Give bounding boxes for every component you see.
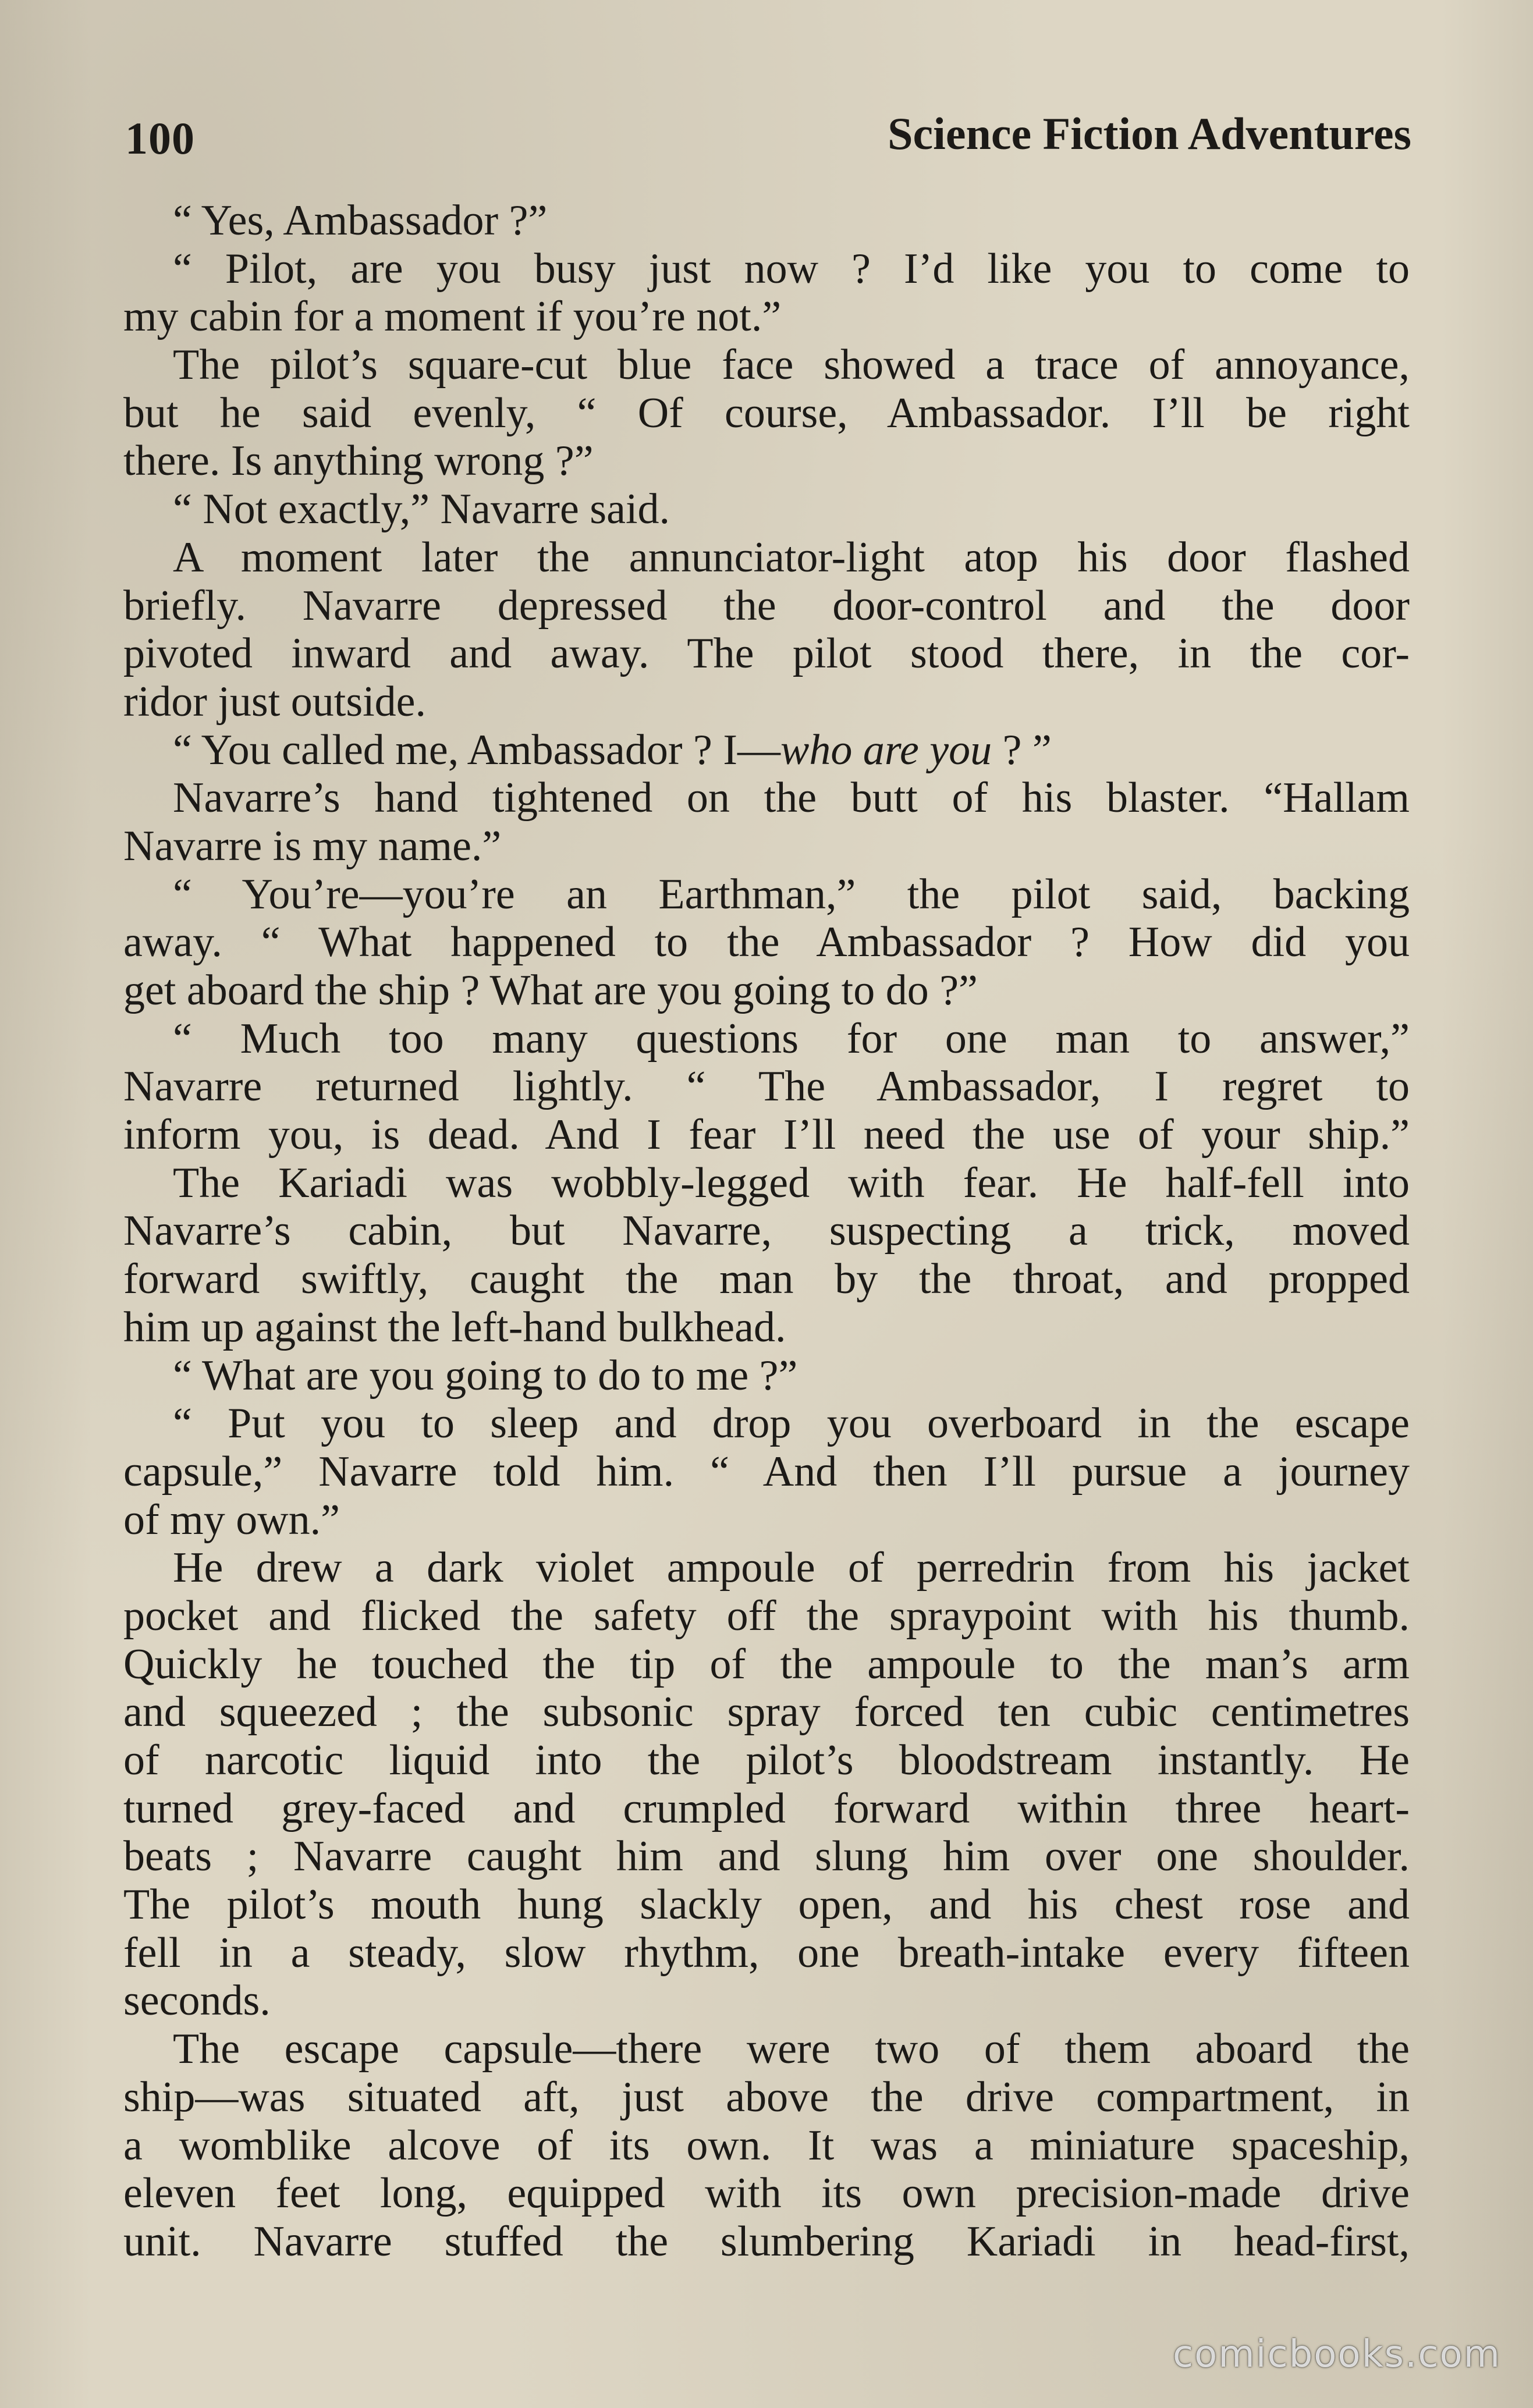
magazine-title: Science Fiction Adventures (888, 108, 1411, 159)
line-text: The pilot’s mouth hung slackly open, and his chest rose and (123, 1881, 1410, 1929)
line-text: “ What are you going to do to me ?” (173, 1351, 798, 1400)
text-line (123, 918, 1410, 967)
line-text: “ Not exactly,” Navarre said. (173, 485, 670, 534)
text-line (123, 534, 1410, 582)
line-text: Navarre’s cabin, but Navarre, suspecting a trick, moved (123, 1207, 1410, 1255)
line-text: ship—was situated aft, just above the drive compartment, in (123, 2073, 1410, 2121)
line-text: of my own.” (123, 1496, 340, 1544)
line-text: a womblike alcove of its own. It was a miniature spaceship, (123, 2121, 1410, 2169)
line-text: The Kariadi was wobbly-legged with fear. He half-fell into (173, 1159, 1410, 1207)
text-line (123, 1015, 1410, 1063)
page-number: 100 (125, 113, 195, 164)
line-text: turned grey-faced and crumpled forward within three heart- (123, 1784, 1410, 1832)
text-line (123, 2122, 1410, 2170)
text-line (123, 1207, 1410, 1255)
text-line (123, 2073, 1410, 2122)
line-text: inform you, is dead. And I fear I’ll need the use of your ship.” (123, 1111, 1410, 1159)
text-line (123, 1448, 1410, 1496)
text-line (123, 630, 1410, 678)
text-line (123, 822, 1410, 871)
text-line (123, 1159, 1410, 1207)
watermark-logo: comicbooks.com (1172, 2333, 1501, 2376)
line-text: “ You called me, Ambassador ? I— (173, 726, 781, 774)
line-text: away. “ What happened to the Ambassador ? How did you (123, 918, 1410, 967)
text-line (123, 582, 1410, 630)
text-line (123, 967, 1410, 1015)
line-text: “ Pilot, are you busy just now ? I’d like you to come to (173, 244, 1410, 293)
text-line (123, 293, 1410, 341)
line-text: of narcotic liquid into the pilot’s bloodstream instantly. He (123, 1736, 1410, 1784)
text-line (123, 726, 1410, 775)
text-line (123, 1111, 1410, 1159)
line-text: but he said evenly, “ Of course, Ambassador. I’ll be right (123, 389, 1410, 437)
line-text: beats ; Navarre caught him and slung him over one shoulder. (123, 1832, 1410, 1881)
line-text: briefly. Navarre depressed the door-control and the door (123, 581, 1410, 630)
text-line (123, 1352, 1410, 1400)
text-line (123, 2025, 1410, 2073)
line-text: him up against the left-hand bulkhead. (123, 1303, 786, 1351)
line-text: The pilot’s square-cut blue face showed a trace of annoyance, (173, 341, 1410, 389)
text-line (123, 1736, 1410, 1785)
text-line (123, 1640, 1410, 1689)
text-line (123, 1977, 1410, 2025)
text-line (123, 1688, 1410, 1736)
line-text: “ You’re—you’re an Earthman,” the pilot said, backing (173, 870, 1410, 918)
line-text: capsule,” Navarre told him. “ And then I’ll pursue a journey (123, 1447, 1410, 1496)
line-text: pivoted inward and away. The pilot stood there, in the cor- (123, 630, 1410, 678)
text-line (123, 1304, 1410, 1352)
line-text: forward swiftly, caught the man by the throat, and propped (123, 1255, 1410, 1304)
line-text: He drew a dark violet ampoule of perredrin from his jacket (173, 1544, 1410, 1592)
text-line (123, 1400, 1410, 1448)
line-text: Quickly he touched the tip of the ampoule to the man’s arm (123, 1640, 1410, 1688)
line-text: Navarre’s hand tightened on the butt of his blaster. “Hallam (173, 774, 1410, 822)
text-line (123, 2218, 1410, 2266)
text-line (123, 1592, 1410, 1640)
text-line (123, 341, 1410, 389)
text-line (123, 1785, 1410, 1833)
line-text: “ Put you to sleep and drop you overboard in the escape (173, 1400, 1410, 1448)
text-line (123, 1063, 1410, 1111)
line-text: Navarre returned lightly. “ The Ambassador, I regret to (123, 1063, 1410, 1111)
line-text: fell in a steady, slow rhythm, one breath-intake every fifteen (123, 1928, 1410, 1977)
text-line (123, 1929, 1410, 1977)
line-text: “ Yes, Ambassador ?” (173, 197, 548, 244)
line-text: and squeezed ; the subsonic spray forced ten cubic centimetres (123, 1688, 1410, 1736)
text-line (123, 1255, 1410, 1304)
text-line (123, 1881, 1410, 1929)
line-trailing-text: ? ” (992, 726, 1052, 774)
text-line (123, 1544, 1410, 1592)
text-line (123, 678, 1410, 726)
text-line (123, 197, 1410, 245)
line-text: pocket and flicked the safety off the spraypoint with his thumb. (123, 1592, 1410, 1640)
line-italic-text: who are you (780, 726, 992, 774)
line-text: ridor just outside. (123, 677, 427, 726)
text-line (123, 1832, 1410, 1881)
text-line (123, 437, 1410, 485)
text-line (123, 871, 1410, 919)
line-text: eleven feet long, equipped with its own precision-made drive (123, 2169, 1410, 2218)
text-line (123, 485, 1410, 534)
body-text (123, 197, 1410, 2266)
line-text: get aboard the ship ? What are you going to do ?” (123, 967, 978, 1014)
text-line (123, 245, 1410, 293)
line-text: there. Is anything wrong ?” (123, 437, 594, 485)
line-text: seconds. (123, 1977, 271, 2025)
line-text: “ Much too many questions for one man to answer,” (173, 1014, 1410, 1063)
text-line (123, 774, 1410, 822)
text-line (123, 389, 1410, 438)
line-text: The escape capsule—there were two of them aboard the (173, 2025, 1410, 2073)
line-text: A moment later the annunciator-light atop his door flashed (173, 533, 1410, 581)
text-line (123, 1496, 1410, 1544)
text-line (123, 2169, 1410, 2218)
running-head (125, 105, 1411, 169)
line-text: unit. Navarre stuffed the slumbering Kariadi in head-first, (123, 2217, 1410, 2265)
line-text: my cabin for a moment if you’re not.” (123, 293, 782, 341)
line-text: Navarre is my name.” (123, 822, 502, 870)
